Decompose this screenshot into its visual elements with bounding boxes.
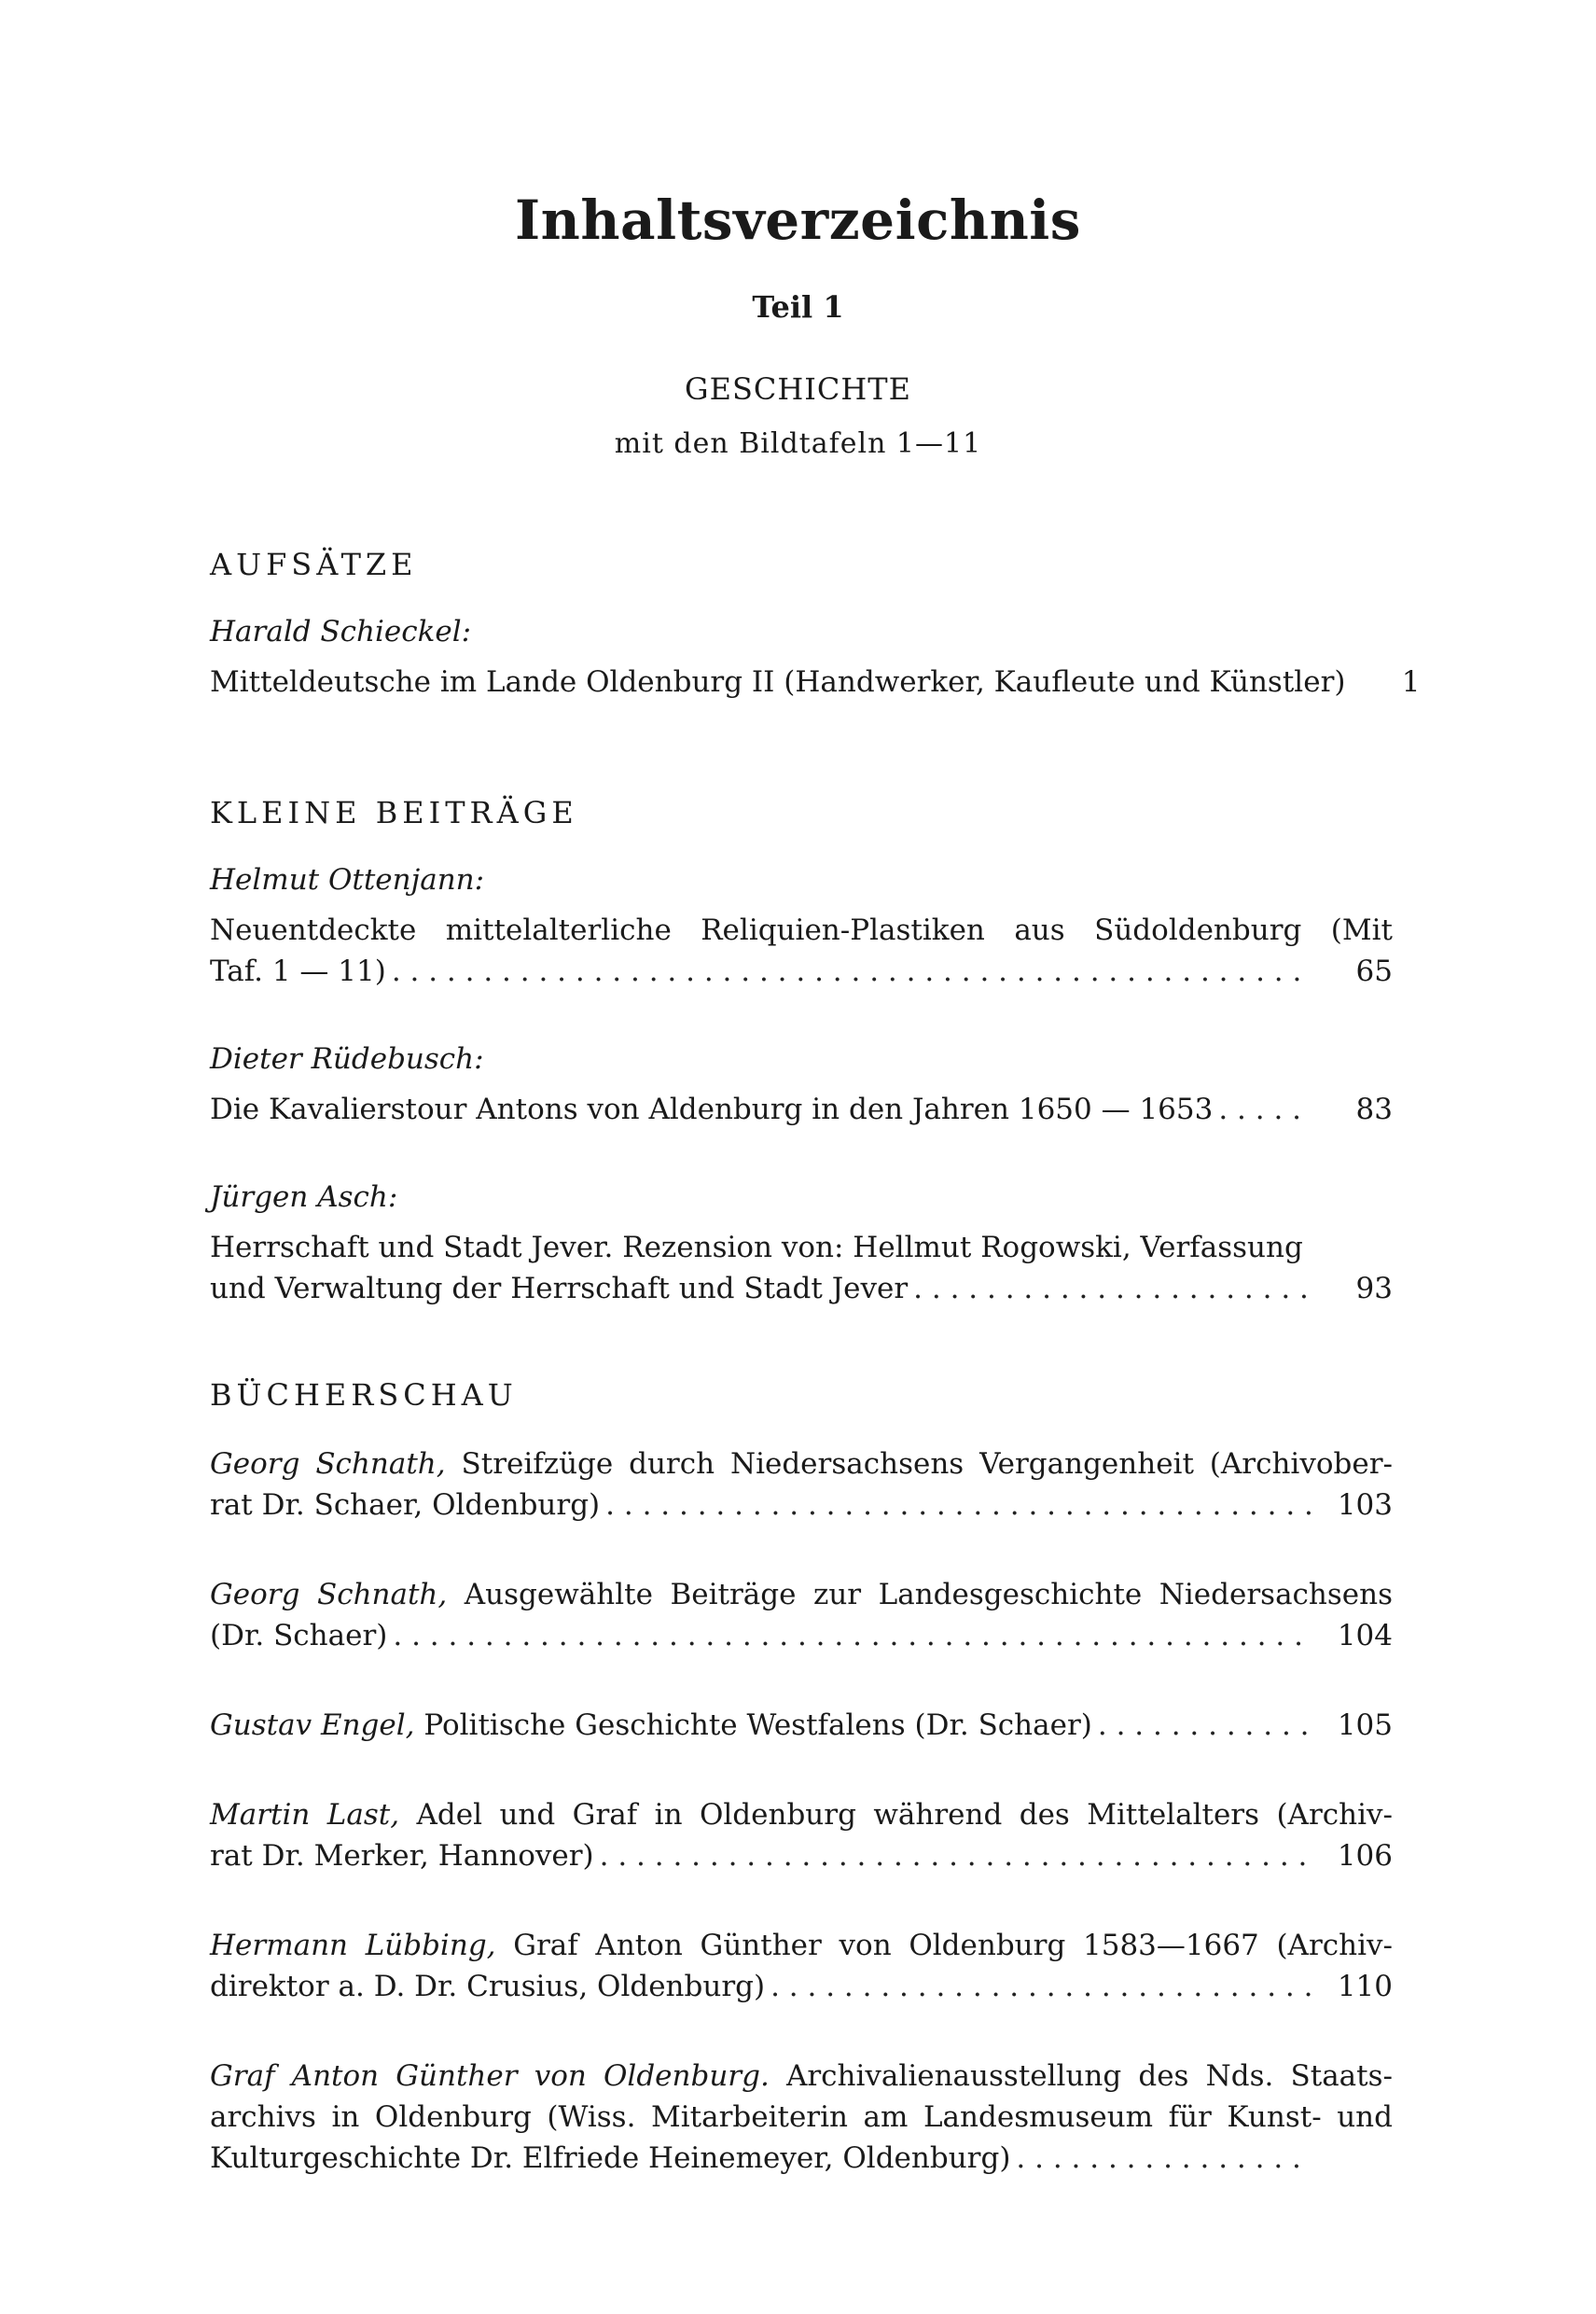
entry-title-line: (Dr. Schaer) — [210, 1619, 388, 1652]
dot-leader — [392, 951, 1312, 992]
entry-author: Graf Anton Günther von Oldenburg. — [210, 2059, 770, 2093]
entry-line — [210, 662, 1421, 703]
entry-author: Gustav Engel, — [210, 1708, 415, 1742]
entry-title-line: Die Kavalierstour Antons von Aldenburg in den Jahren 1650 — 1653 — [210, 1093, 1214, 1126]
dot-leader — [913, 1268, 1312, 1309]
toc-entry — [210, 1925, 1393, 2007]
dot-leader — [1098, 1705, 1312, 1746]
dot-leader — [1016, 2138, 1312, 2179]
section-label: GESCHICHTE — [685, 371, 911, 407]
entry-title-line: Neuentdeckte mittelalterliche Reliquien-Plastiken aus Südoldenburg (Mit — [210, 913, 1393, 947]
entry-title: Mitteldeutsche im Lande Oldenburg II (Handwerker, Kaufleute und Künstler) — [210, 665, 1346, 699]
entry-title-line: und Verwaltung der Herrschaft und Stadt Jever — [210, 1272, 909, 1305]
entry-title: Streifzüge durch Niedersachsens Vergangenheit (Archivober- — [461, 1447, 1393, 1481]
toc-entry — [210, 1705, 1393, 1746]
dot-leader — [770, 1966, 1312, 2007]
entry-line — [210, 1268, 1393, 1309]
page-number: 110 — [1337, 1970, 1393, 2003]
entry-line — [210, 1485, 1393, 1526]
entry-title-line: direktor a. D. Dr. Crusius, Oldenburg) — [210, 1970, 766, 2003]
section-heading-buecherschau: BÜCHERSCHAU — [210, 1377, 518, 1413]
entry-author: Jürgen Asch: — [210, 1180, 398, 1214]
entry-line — [210, 1705, 1393, 1746]
entry-line — [210, 2138, 1393, 2179]
entry-title-line: Herrschaft und Stadt Jever. Rezension von: Hellmut Rogowski, Verfassung — [210, 1231, 1303, 1264]
entry-author: Helmut Ottenjann: — [210, 863, 485, 897]
entry-title-line: rat Dr. Merker, Hannover) — [210, 1839, 594, 1873]
section-heading-kleine-beitraege: KLEINE BEITRÄGE — [210, 795, 578, 830]
page-number: 105 — [1337, 1708, 1393, 1742]
toc-column — [210, 546, 1421, 2227]
entry-title-line — [210, 1443, 1393, 1485]
dot-leader — [393, 1615, 1312, 1656]
entry-author: Dieter Rüdebusch: — [210, 1042, 484, 1076]
page-number: 83 — [1355, 1093, 1393, 1126]
toc-entry — [210, 1443, 1393, 1526]
entry-title-line: Taf. 1 — 11) — [210, 955, 386, 988]
entry-author: Hermann Lübbing, — [210, 1929, 496, 1962]
entry-author: Georg Schnath, — [210, 1578, 448, 1611]
entry-title: Ausgewählte Beiträge zur Landesgeschichte Niedersachsens — [464, 1578, 1394, 1611]
section-heading-aufsaetze: AUFSÄTZE — [210, 547, 418, 582]
entry-title-line — [210, 1574, 1393, 1615]
entry-title-line — [210, 1705, 1092, 1746]
page-number: 106 — [1337, 1839, 1393, 1873]
part-label: Teil 1 — [752, 289, 844, 325]
toc-entry — [210, 1794, 1393, 1876]
entry-title-line — [210, 1794, 1393, 1835]
dot-leader — [605, 1485, 1312, 1526]
dot-leader — [600, 1835, 1312, 1876]
dot-leader — [1218, 1089, 1312, 1130]
entry-line — [210, 1835, 1393, 1876]
toc-entry — [210, 613, 1421, 703]
entry-line — [210, 1089, 1393, 1130]
entry-author: Georg Schnath, — [210, 1447, 446, 1481]
entry-title: Archivalienausstellung des Nds. Staats- — [785, 2059, 1393, 2093]
entry-title: Politische Geschichte Westfalens (Dr. Schaer) — [423, 1708, 1092, 1742]
toc-entry — [210, 1040, 1393, 1130]
toc-entry — [210, 2056, 1393, 2179]
plates-note: mit den Bildtafeln 1—11 — [614, 427, 982, 460]
entry-title-line — [210, 2056, 1393, 2097]
entry-line — [210, 1615, 1393, 1656]
entry-title-line: rat Dr. Schaer, Oldenburg) — [210, 1488, 601, 1522]
entry-line — [210, 951, 1393, 992]
page-number: 93 — [1355, 1272, 1393, 1305]
entry-author: Harald Schieckel: — [210, 615, 472, 648]
toc-entry — [210, 861, 1393, 992]
entry-title: Adel und Graf in Oldenburg während des Mittelalters (Archiv- — [416, 1798, 1393, 1832]
page-number: 103 — [1337, 1488, 1393, 1522]
toc-entry — [210, 1574, 1393, 1656]
page-number: 104 — [1337, 1619, 1393, 1652]
entry-title-line: archivs in Oldenburg (Wiss. Mitarbeiterin am Landesmuseum für Kunst- und — [210, 2100, 1393, 2134]
page-title: Inhaltsverzeichnis — [515, 188, 1081, 252]
entry-title-line: Kulturgeschichte Dr. Elfriede Heinemeyer, Oldenburg) — [210, 2141, 1011, 2175]
page-number: 65 — [1355, 955, 1393, 988]
page-number: 1 — [1401, 665, 1421, 699]
entry-author: Martin Last, — [210, 1798, 400, 1832]
entry-title-line — [210, 1925, 1393, 1966]
toc-entry — [210, 1178, 1393, 1309]
entry-title: Graf Anton Günther von Oldenburg 1583—1667 (Archiv- — [513, 1929, 1393, 1962]
entry-line — [210, 1966, 1393, 2007]
